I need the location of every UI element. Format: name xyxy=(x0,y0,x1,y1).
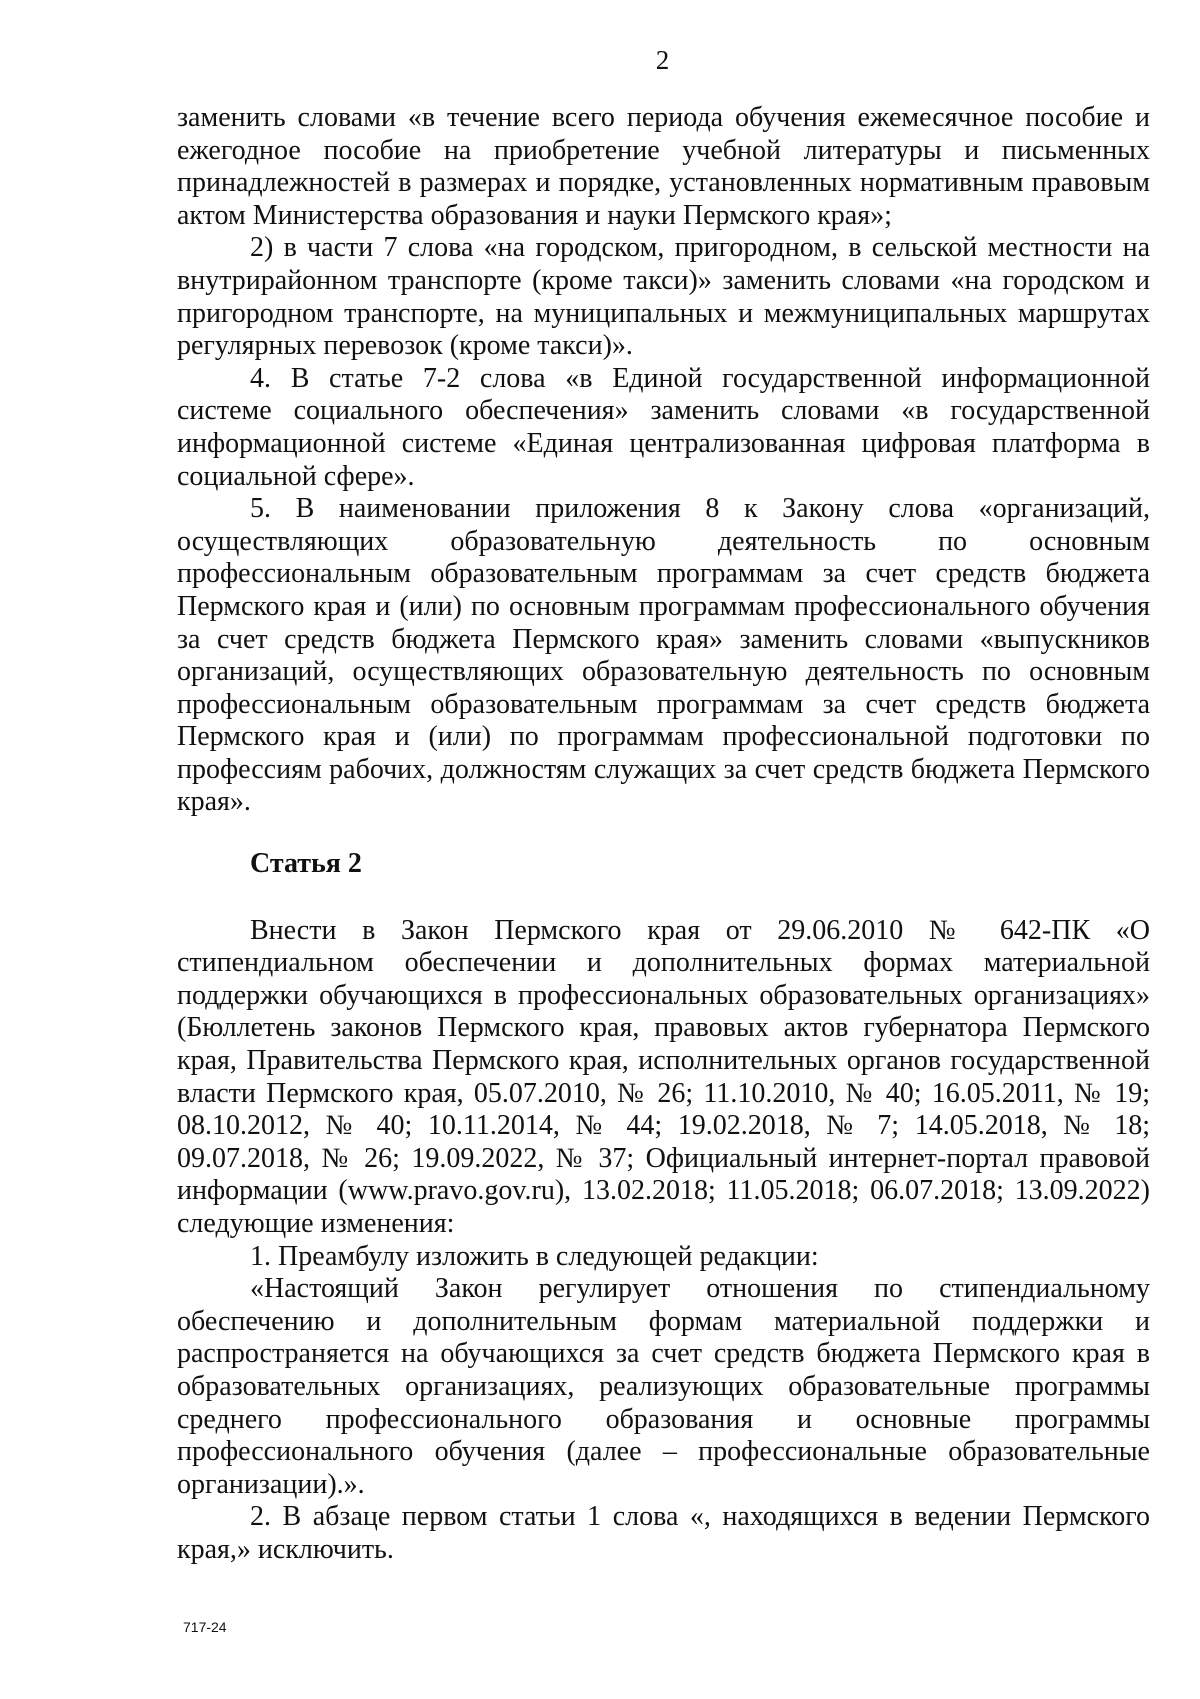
spacer xyxy=(177,819,1150,848)
article-heading: Статья 2 xyxy=(250,848,362,880)
paragraph-article-intro: Внести в Закон Пермского края от 29.06.2010 № 642-ПК «О стипендиальном обеспечении и дополнительных формах материальной поддержки обучающихся в профессиональных образовательных организациях» (Бюллетень законов Пермского края, правовых актов губернатора Пермского края, Правительства Пермского края, исполнительных органов государственной власти Пермского края, 05.07.2010, № 26; 11.10.2010, № 40; 16.05.2011, № 19; 08.10.2012, № 40; 10.11.2014, № 44; 19.02.2018, № 7; 14.05.2018, № 18; 09.07.2018, № 26; 19.09.2022, № 37; Официальный интернет-портал правовой информации (www.pravo.gov.ru), 13.02.2018; 11.05.2018; 06.07.2018; 13.09.2022) следующие изменения: xyxy=(177,914,1150,1239)
spacer xyxy=(177,881,1150,915)
paragraph-preamble-text: «Настоящий Закон регулирует отношения по стипендиальному обеспечению и дополнительным формам материальной поддержки и распространяется на обучающихся за счет средств бюджета Пермского края в образовательных организациях, реализующих образовательные программы среднего профессионального образования и основные программы профессионального обучения (далее – профессиональные образовательные организации).». xyxy=(177,1273,1150,1500)
document-code: 717-24 xyxy=(183,1619,227,1635)
paragraph-item-5: 5. В наименовании приложения 8 к Закону слова «организаций, осуществляющих образовательную деятельность по основным профессиональным образовательным программам за счет средств бюджета Пермского края и (или) по основным программам профессионального обучения за счет средств бюджета Пермского края» заменить словами «выпускников организаций, осуществляющих образовательную деятельность по основным профессиональным образовательным программам за счет средств бюджета Пермского края и (или) по программам профессиональной подготовки по профессиям рабочих, должностям служащих за счет средств бюджета Пермского края». xyxy=(177,493,1150,818)
paragraph-item-4: 4. В статье 7-2 слова «в Единой государственной информационной системе социального обеспечения» заменить словами «в государственной информационной системе «Единая централизованная цифровая платформа в социальной сфере». xyxy=(177,362,1150,492)
document-body xyxy=(177,102,1150,1567)
paragraph-continuation: заменить словами «в течение всего периода обучения ежемесячное пособие и ежегодное пособие на приобретение учебной литературы и письменных принадлежностей в размерах и порядке, установленных нормативным правовым актом Министерства образования и науки Пермского края»; xyxy=(177,102,1150,231)
paragraph-item-2: 2) в части 7 слова «на городском, пригородном, в сельской местности на внутрирайонном транспорте (кроме такси)» заменить словами «на городском и пригородном транспорте, на муниципальных и межмуниципальных маршрутах регулярных перевозок (кроме такси)». xyxy=(177,232,1150,362)
paragraph-change-2: 2. В абзаце первом статьи 1 слова «, находящихся в ведении Пермского края,» исключить. xyxy=(177,1501,1150,1565)
paragraph-change-1: 1. Преамбулу изложить в следующей редакции: xyxy=(250,1240,819,1272)
page-number: 2 xyxy=(655,45,670,75)
